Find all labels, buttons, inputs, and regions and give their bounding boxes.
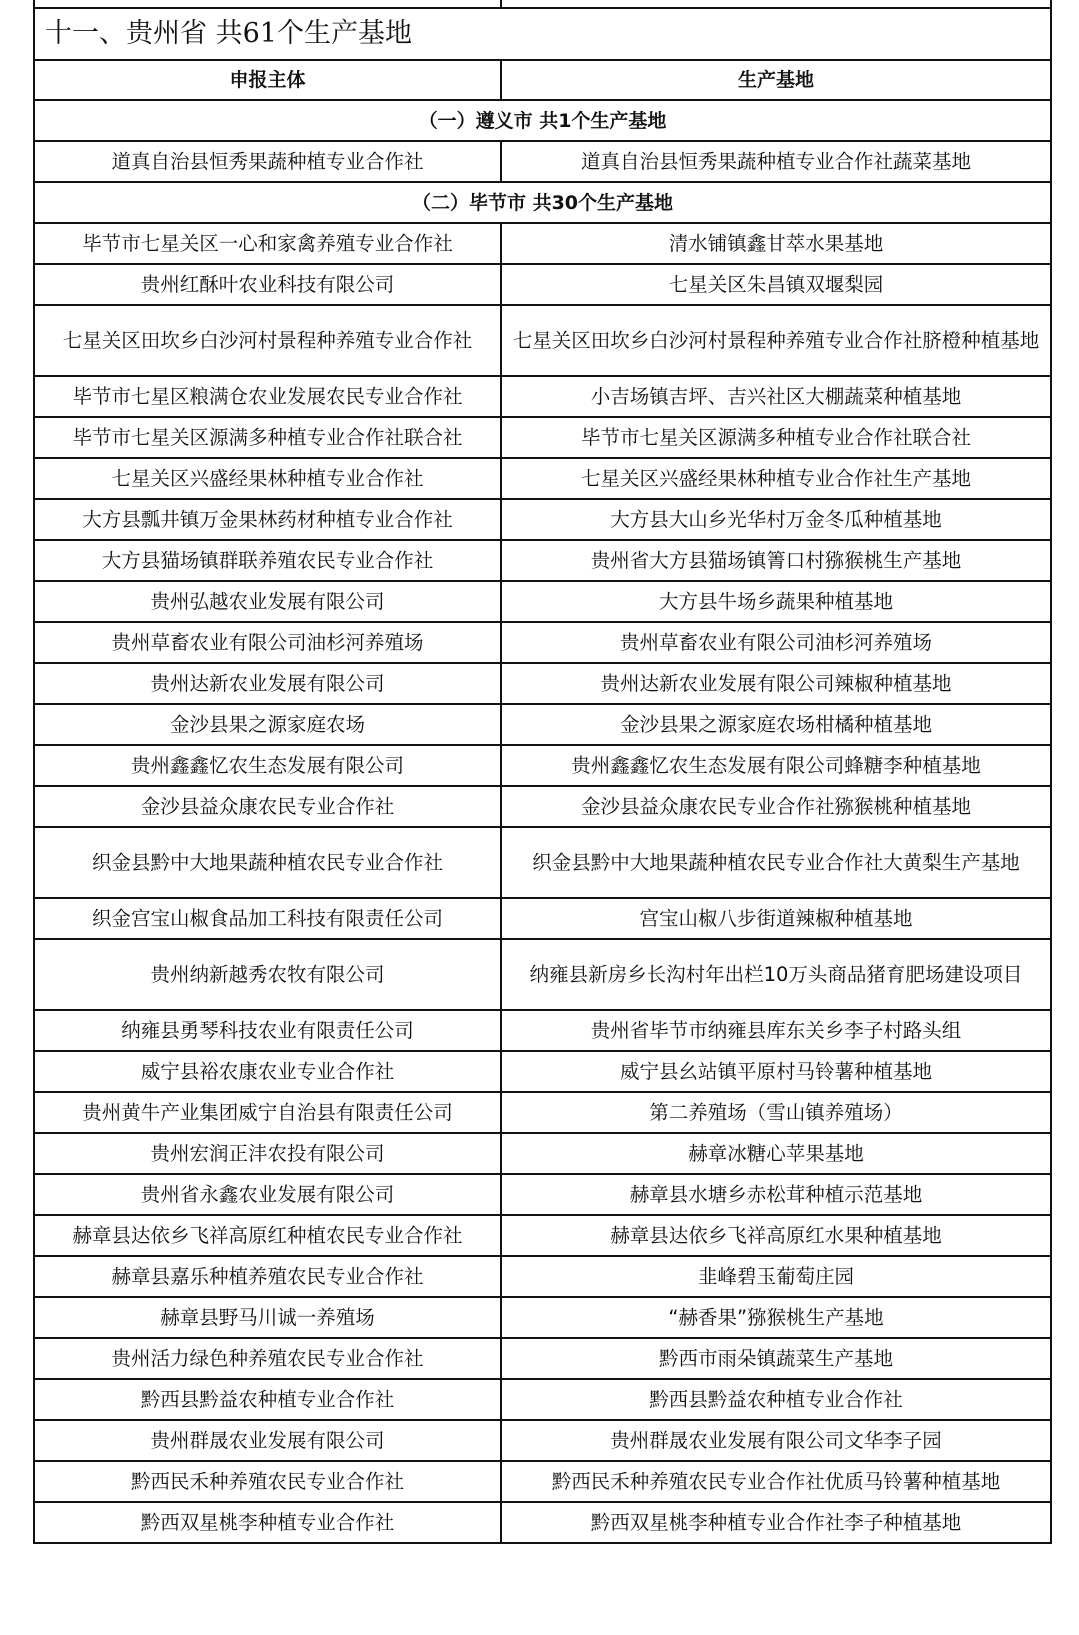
table-row bbox=[35, 418, 1050, 459]
applicant-cell: 贵州红酥叶农业科技有限公司 bbox=[35, 265, 502, 304]
base-cell: 七星关区朱昌镇双堰梨园 bbox=[668, 272, 884, 296]
table-row bbox=[35, 1462, 1050, 1503]
table-row bbox=[35, 623, 1050, 664]
table-row bbox=[35, 746, 1050, 787]
applicant-cell: 威宁县裕农康农业专业合作社 bbox=[35, 1052, 502, 1091]
base-cell: 纳雍县新房乡长沟村年出栏10万头商品猪育肥场建设项目 bbox=[529, 962, 1023, 986]
applicant-cell: 金沙县果之源家庭农场 bbox=[35, 705, 502, 744]
base-cell: 清水铺镇鑫甘萃水果基地 bbox=[668, 231, 884, 255]
base-cell: 赫章冰糖心苹果基地 bbox=[688, 1141, 864, 1165]
base-cell: 赫章县达依乡飞祥高原红水果种植基地 bbox=[610, 1223, 942, 1247]
section-header-row bbox=[35, 101, 1050, 142]
applicant-cell: 黔西县黔益农种植专业合作社 bbox=[35, 1380, 502, 1419]
table-body bbox=[35, 101, 1050, 1544]
base-cell: 道真自治县恒秀果蔬种植专业合作社蔬菜基地 bbox=[580, 149, 971, 173]
base-cell: 黔西双星桃李种植专业合作社李子种植基地 bbox=[590, 1510, 962, 1534]
table-row bbox=[35, 582, 1050, 623]
base-cell: 七星关区兴盛经果林种植专业合作社生产基地 bbox=[580, 466, 971, 490]
applicant-cell: 贵州宏润正沣农投有限公司 bbox=[35, 1134, 502, 1173]
applicant-cell: 贵州黄牛产业集团威宁自治县有限责任公司 bbox=[35, 1093, 502, 1132]
applicant-cell: 毕节市七星关区一心和家禽养殖专业合作社 bbox=[35, 224, 502, 263]
applicant-cell: 贵州鑫鑫忆农生态发展有限公司 bbox=[35, 746, 502, 785]
base-cell: 威宁县幺站镇平原村马铃薯种植基地 bbox=[619, 1059, 932, 1083]
table-row bbox=[35, 705, 1050, 746]
applicant-cell: 大方县瓢井镇万金果林药材种植专业合作社 bbox=[35, 500, 502, 539]
base-cell: 黔西县黔益农种植专业合作社 bbox=[649, 1387, 903, 1411]
table-row bbox=[35, 224, 1050, 265]
province-title: 十一、贵州省 共61个生产基地 bbox=[45, 18, 412, 49]
base-cell: 韭峰碧玉葡萄庄园 bbox=[697, 1264, 854, 1288]
applicant-cell: 贵州达新农业发展有限公司 bbox=[35, 664, 502, 703]
applicant-cell: 七星关区兴盛经果林种植专业合作社 bbox=[35, 459, 502, 498]
applicant-cell: 贵州草畜农业有限公司油杉河养殖场 bbox=[35, 623, 502, 662]
document-table bbox=[33, 0, 1052, 1544]
base-cell: 赫章县水塘乡赤松茸种植示范基地 bbox=[629, 1182, 923, 1206]
header-base: 生产基地 bbox=[737, 69, 814, 91]
table-row bbox=[35, 664, 1050, 705]
base-cell: 小吉场镇吉坪、吉兴社区大棚蔬菜种植基地 bbox=[590, 384, 962, 408]
table-row bbox=[35, 1421, 1050, 1462]
table-row bbox=[35, 377, 1050, 418]
section-header-row bbox=[35, 183, 1050, 224]
base-cell: “赫香果”猕猴桃生产基地 bbox=[668, 1305, 884, 1329]
applicant-cell: 纳雍县勇琴科技农业有限责任公司 bbox=[35, 1011, 502, 1050]
table-row bbox=[35, 142, 1050, 183]
table-row bbox=[35, 899, 1050, 940]
table-row bbox=[35, 1298, 1050, 1339]
applicant-cell: 贵州活力绿色种养殖农民专业合作社 bbox=[35, 1339, 502, 1378]
table-row bbox=[35, 1339, 1050, 1380]
applicant-cell: 大方县猫场镇群联养殖农民专业合作社 bbox=[35, 541, 502, 580]
base-cell: 宫宝山椒八步街道辣椒种植基地 bbox=[639, 906, 913, 930]
applicant-cell: 七星关区田坎乡白沙河村景程种养殖专业合作社 bbox=[35, 306, 502, 375]
table-row bbox=[35, 1175, 1050, 1216]
table-row bbox=[35, 787, 1050, 828]
base-cell: 贵州省毕节市纳雍县库东关乡李子村路头组 bbox=[590, 1018, 962, 1042]
previous-section-tail bbox=[35, 0, 1050, 9]
applicant-cell: 贵州群晟农业发展有限公司 bbox=[35, 1421, 502, 1460]
base-cell: 黔西市雨朵镇蔬菜生产基地 bbox=[658, 1346, 893, 1370]
header-applicant: 申报主体 bbox=[35, 61, 502, 99]
applicant-cell: 贵州纳新越秀农牧有限公司 bbox=[35, 940, 502, 1009]
table-row bbox=[35, 1011, 1050, 1052]
province-title-row bbox=[35, 9, 1050, 61]
applicant-cell: 贵州弘越农业发展有限公司 bbox=[35, 582, 502, 621]
table-row bbox=[35, 1093, 1050, 1134]
table-row bbox=[35, 459, 1050, 500]
applicant-cell: 毕节市七星区粮满仓农业发展农民专业合作社 bbox=[35, 377, 502, 416]
applicant-cell: 黔西双星桃李种植专业合作社 bbox=[35, 1503, 502, 1542]
applicant-cell: 毕节市七星关区源满多种植专业合作社联合社 bbox=[35, 418, 502, 457]
table-row bbox=[35, 500, 1050, 541]
applicant-cell: 赫章县野马川诚一养殖场 bbox=[35, 1298, 502, 1337]
base-cell: 毕节市七星关区源满多种植专业合作社联合社 bbox=[580, 425, 971, 449]
table-row bbox=[35, 306, 1050, 377]
base-cell: 第二养殖场（雪山镇养殖场） bbox=[649, 1100, 903, 1124]
base-cell: 贵州鑫鑫忆农生态发展有限公司蜂糖李种植基地 bbox=[571, 753, 981, 777]
base-cell: 大方县大山乡光华村万金冬瓜种植基地 bbox=[610, 507, 942, 531]
base-cell: 七星关区田坎乡白沙河村景程种养殖专业合作社脐橙种植基地 bbox=[512, 328, 1040, 352]
base-cell: 大方县牛场乡蔬果种植基地 bbox=[658, 589, 893, 613]
applicant-cell: 织金宫宝山椒食品加工科技有限责任公司 bbox=[35, 899, 502, 938]
table-row bbox=[35, 1380, 1050, 1421]
table-row bbox=[35, 1216, 1050, 1257]
base-cell: 金沙县益众康农民专业合作社猕猴桃种植基地 bbox=[580, 794, 971, 818]
table-row bbox=[35, 1134, 1050, 1175]
table-row bbox=[35, 265, 1050, 306]
applicant-cell: 赫章县达依乡飞祥高原红种植农民专业合作社 bbox=[35, 1216, 502, 1255]
section-label: （二）毕节市 共30个生产基地 bbox=[411, 191, 674, 214]
base-cell: 织金县黔中大地果蔬种植农民专业合作社大黄梨生产基地 bbox=[532, 850, 1020, 874]
table-row bbox=[35, 940, 1050, 1011]
base-cell: 贵州省大方县猫场镇箐口村猕猴桃生产基地 bbox=[590, 548, 962, 572]
applicant-cell: 金沙县益众康农民专业合作社 bbox=[35, 787, 502, 826]
base-cell: 贵州达新农业发展有限公司辣椒种植基地 bbox=[600, 671, 952, 695]
base-cell: 贵州草畜农业有限公司油杉河养殖场 bbox=[619, 630, 932, 654]
previous-tail-cell-left bbox=[35, 0, 502, 7]
base-cell: 金沙县果之源家庭农场柑橘种植基地 bbox=[619, 712, 932, 736]
header-row bbox=[35, 61, 1050, 101]
section-label: （一）遵义市 共1个生产基地 bbox=[418, 109, 667, 132]
previous-tail-cell-right bbox=[502, 0, 1050, 7]
applicant-cell: 黔西民禾种养殖农民专业合作社 bbox=[35, 1462, 502, 1501]
applicant-cell: 织金县黔中大地果蔬种植农民专业合作社 bbox=[35, 828, 502, 897]
table-row bbox=[35, 1503, 1050, 1544]
table-row bbox=[35, 1257, 1050, 1298]
base-cell: 黔西民禾种养殖农民专业合作社优质马铃薯种植基地 bbox=[551, 1469, 1001, 1493]
applicant-cell: 道真自治县恒秀果蔬种植专业合作社 bbox=[35, 142, 502, 181]
table-row bbox=[35, 828, 1050, 899]
applicant-cell: 贵州省永鑫农业发展有限公司 bbox=[35, 1175, 502, 1214]
applicant-cell: 赫章县嘉乐种植养殖农民专业合作社 bbox=[35, 1257, 502, 1296]
table-row bbox=[35, 541, 1050, 582]
base-cell: 贵州群晟农业发展有限公司文华李子园 bbox=[610, 1428, 942, 1452]
table-row bbox=[35, 1052, 1050, 1093]
